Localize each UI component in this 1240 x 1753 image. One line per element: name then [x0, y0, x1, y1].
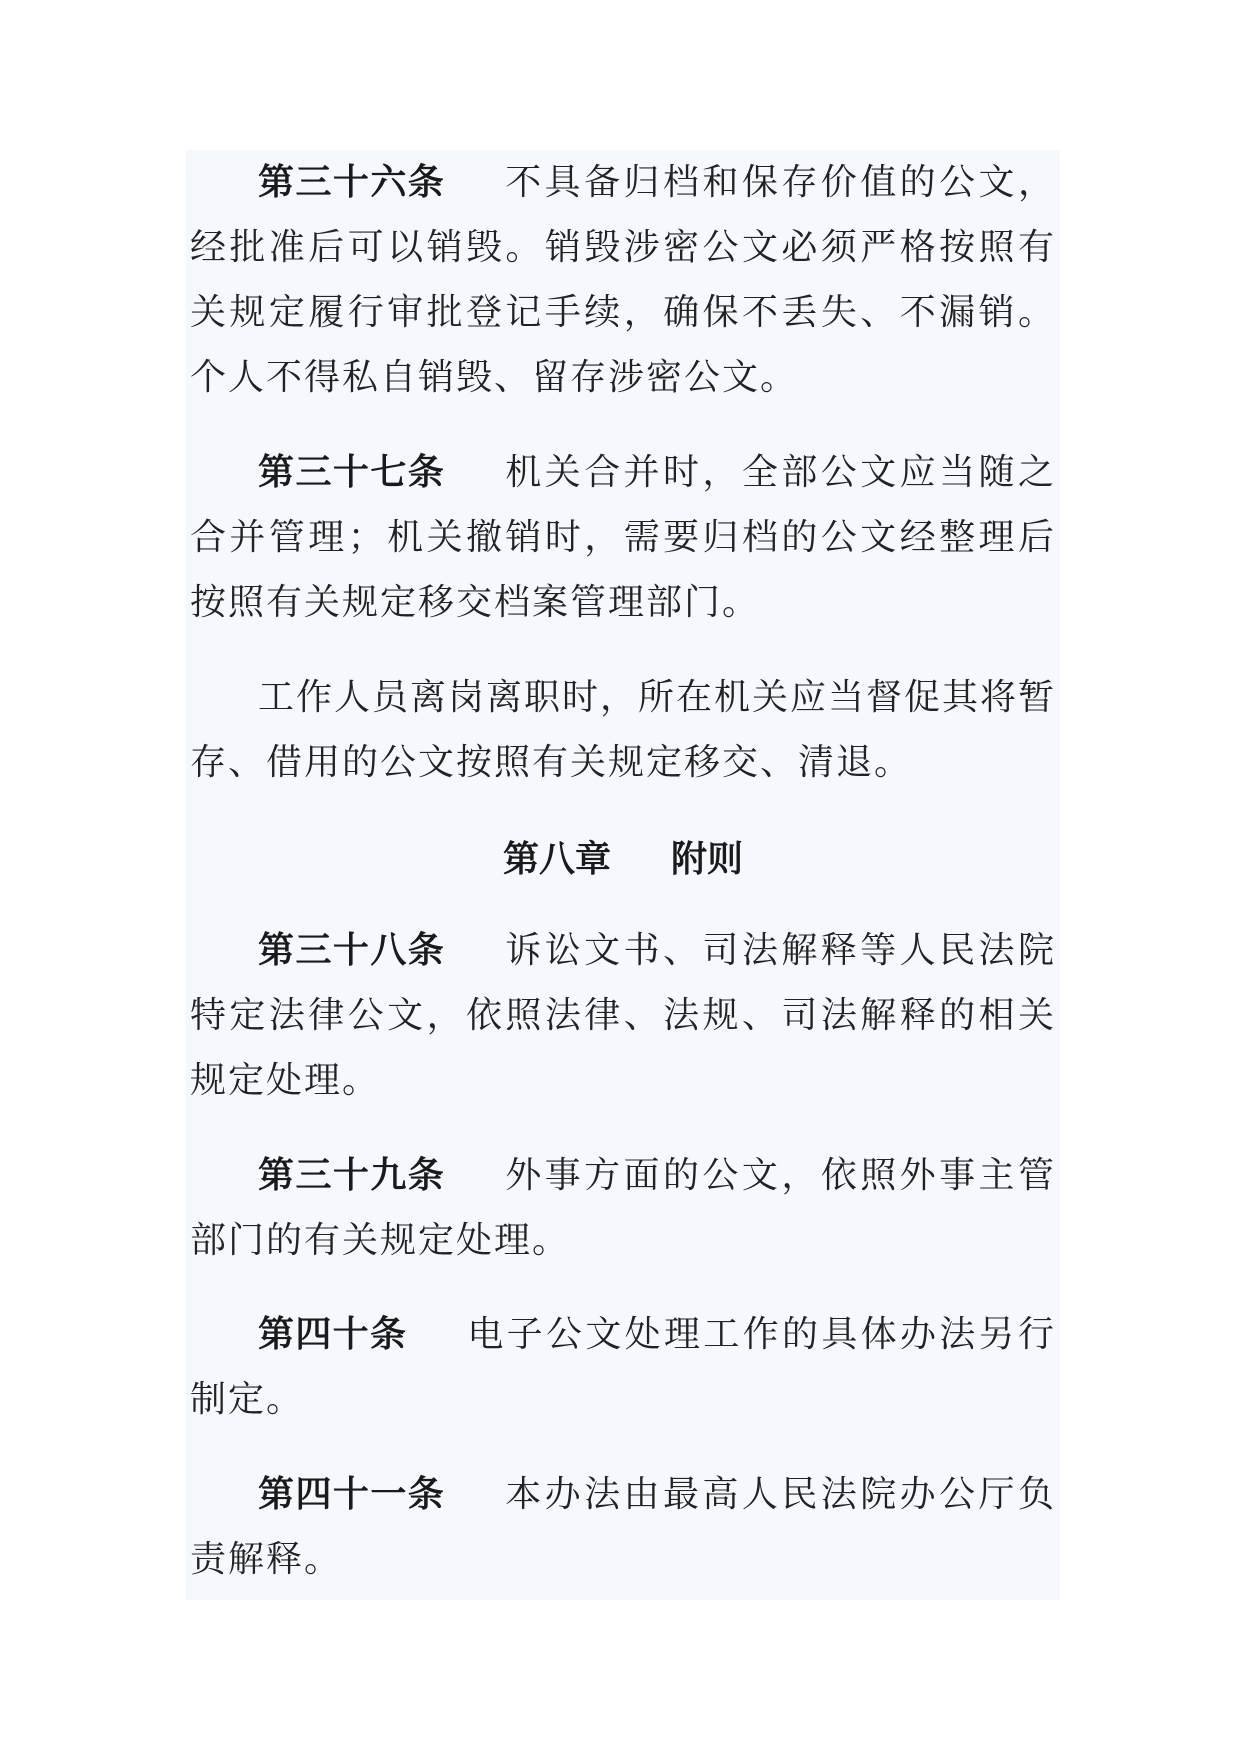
- article-number: 第三十六条: [258, 162, 446, 203]
- chapter-title: 附则: [671, 839, 744, 880]
- article-number: 第三十九条: [258, 1155, 446, 1196]
- article-number: 第三十八条: [258, 930, 446, 971]
- article-number: 第四十一条: [258, 1474, 446, 1515]
- article-text: 电子公文处理工作的具体办法另行制定。: [190, 1314, 1056, 1420]
- article-39: [190, 1143, 1056, 1273]
- article-36: [190, 150, 1056, 410]
- article-text: 机关合并时，全部公文应当随之合并管理；机关撤销时，需要归档的公文经整理后按照有关规定移交档案管理部门。: [190, 452, 1056, 623]
- article-41: [190, 1462, 1056, 1592]
- article-number: 第三十七条: [258, 452, 446, 493]
- article-text: 本办法由最高人民法院办公厅负责解释。: [190, 1474, 1056, 1580]
- article-37-paragraph-2: [190, 665, 1056, 795]
- article-40: [190, 1302, 1056, 1432]
- article-text: 不具备归档和保存价值的公文，经批准后可以销毁。销毁涉密公文必须严格按照有关规定履行审批登记手续，确保不丢失、不漏销。个人不得私自销毁、留存涉密公文。: [190, 162, 1056, 398]
- chapter-number: 第八章: [502, 839, 611, 880]
- article-text: 诉讼文书、司法解释等人民法院特定法律公文，依照法律、法规、司法解释的相关规定处理。: [190, 930, 1056, 1101]
- article-37: [190, 440, 1056, 635]
- article-38: [190, 918, 1056, 1113]
- paragraph-text: 工作人员离岗离职时，所在机关应当督促其将暂存、借用的公文按照有关规定移交、清退。: [190, 677, 1057, 783]
- article-text: 外事方面的公文，依照外事主管部门的有关规定处理。: [190, 1155, 1056, 1261]
- chapter-heading: [190, 827, 1056, 892]
- article-number: 第四十条: [258, 1314, 408, 1355]
